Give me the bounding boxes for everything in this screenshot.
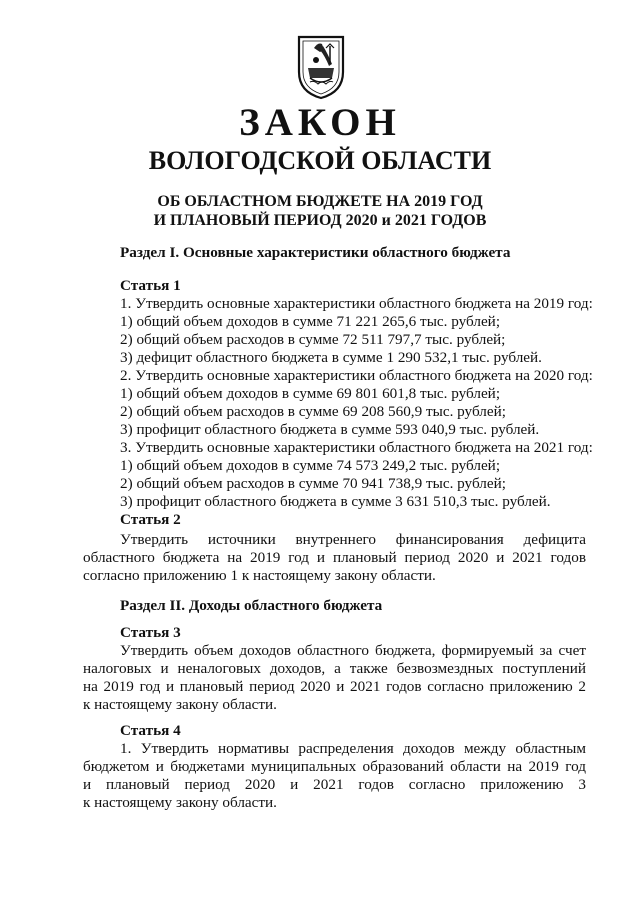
article-text-line: 3) дефицит областного бюджета в сумме 1 290 532,1 тыс. рублей. — [120, 349, 542, 366]
section-heading: Раздел I. Основные характеристики областного бюджета — [120, 244, 511, 261]
article-text-line: и плановый период 2020 и 2021 годов согласно приложению 3 — [83, 776, 586, 793]
article-text-line: 2. Утвердить основные характеристики областного бюджета на 2020 год: — [120, 367, 593, 384]
article-heading: Статья 2 — [120, 511, 181, 528]
article-text-line: 3) профицит областного бюджета в сумме 3 631 510,3 тыс. рублей. — [120, 493, 551, 510]
law-title: ЗАКОН — [239, 101, 401, 144]
article-text-line: 3. Утвердить основные характеристики областного бюджета на 2021 год: — [120, 439, 593, 456]
article-text-line: 2) общий объем расходов в сумме 72 511 797,7 тыс. рублей; — [120, 331, 506, 348]
article-text-line: согласно приложению 1 к настоящему закону области. — [83, 567, 436, 584]
subtitle-line: ОБ ОБЛАСТНОМ БЮДЖЕТЕ НА 2019 ГОД — [157, 193, 483, 210]
section-heading: Раздел II. Доходы областного бюджета — [120, 597, 383, 614]
subtitle-line: И ПЛАНОВЫЙ ПЕРИОД 2020 и 2021 ГОДОВ — [153, 212, 487, 229]
article-text-line: бюджетом и бюджетами муниципальных образований области на 2019 год — [83, 758, 586, 775]
article-text-line: 2) общий объем расходов в сумме 70 941 738,9 тыс. рублей; — [120, 475, 506, 492]
article-text-line: 3) профицит областного бюджета в сумме 593 040,9 тыс. рублей. — [120, 421, 540, 438]
article-text-line: 1) общий объем доходов в сумме 71 221 265,6 тыс. рублей; — [120, 313, 501, 330]
region-title: ВОЛОГОДСКОЙ ОБЛАСТИ — [148, 146, 492, 175]
article-text-line: 1) общий объем доходов в сумме 69 801 601,8 тыс. рублей; — [120, 385, 501, 402]
article-text-line: Утвердить источники внутреннего финансирования дефицита — [120, 531, 586, 548]
article-heading: Статья 1 — [120, 277, 181, 294]
article-text-line: на 2019 год и плановый период 2020 и 2021 годов согласно приложению 2 — [83, 678, 586, 695]
article-text-line: Утвердить объем доходов областного бюджета, формируемый за счет — [120, 642, 586, 659]
article-heading: Статья 4 — [120, 722, 181, 739]
article-heading: Статья 3 — [120, 624, 181, 641]
article-text-line: областного бюджета на 2019 год и плановый период 2020 и 2021 годов — [83, 549, 586, 566]
law-subtitle — [0, 192, 640, 230]
article-text-line: 1) общий объем доходов в сумме 74 573 249,2 тыс. рублей; — [120, 457, 501, 474]
article-text-line: налоговых и неналоговых доходов, а также безвозмездных поступлений — [83, 660, 586, 677]
article-text-line: к настоящему закону области. — [83, 794, 277, 811]
article-text-line: 1. Утвердить нормативы распределения доходов между областным — [120, 740, 586, 757]
article-text-line: к настоящему закону области. — [83, 696, 277, 713]
article-text-line: 2) общий объем расходов в сумме 69 208 560,9 тыс. рублей; — [120, 403, 506, 420]
coat-of-arms-icon — [296, 34, 346, 100]
article-text-line: 1. Утвердить основные характеристики областного бюджета на 2019 год: — [120, 295, 593, 312]
